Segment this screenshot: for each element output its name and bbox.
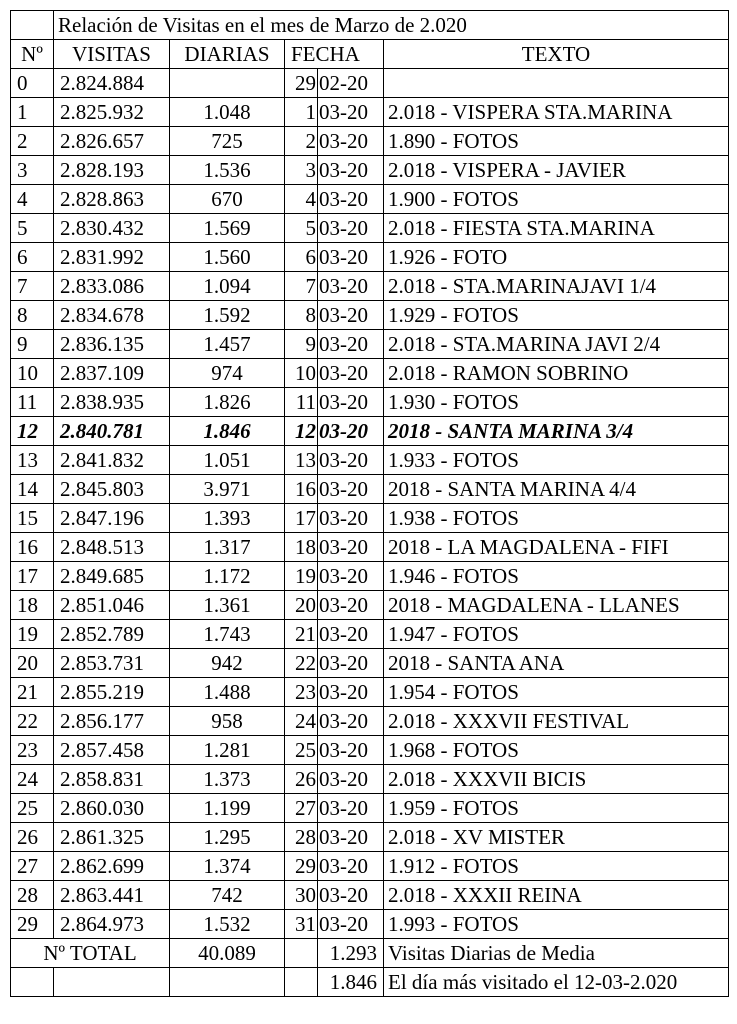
row-number: 8	[11, 301, 54, 330]
fecha-month-cell: 03-20	[318, 272, 384, 301]
texto-cell: 2018 - SANTA ANA	[384, 649, 729, 678]
visitas-cell: 2.836.135	[54, 330, 170, 359]
table-row	[11, 620, 729, 649]
texto-cell: 1.946 - FOTOS	[384, 562, 729, 591]
fecha-month-cell: 03-20	[318, 417, 384, 446]
visitas-cell: 2.824.884	[54, 69, 170, 98]
fecha-month-cell: 03-20	[318, 359, 384, 388]
texto-cell: 2018 - LA MAGDALENA - FIFI	[384, 533, 729, 562]
row-number: 24	[11, 765, 54, 794]
fecha-day-cell: 5	[285, 214, 318, 243]
diarias-cell: 1.569	[170, 214, 285, 243]
fecha-month-cell: 03-20	[318, 678, 384, 707]
header-fecha: FECHA	[285, 40, 384, 69]
visitas-cell: 2.841.832	[54, 446, 170, 475]
visitas-cell: 2.858.831	[54, 765, 170, 794]
row-number: 6	[11, 243, 54, 272]
table-row	[11, 243, 729, 272]
texto-cell: 1.890 - FOTOS	[384, 127, 729, 156]
fecha-month-cell: 03-20	[318, 127, 384, 156]
header-num: Nº	[11, 40, 54, 69]
fecha-month-cell: 03-20	[318, 562, 384, 591]
row-number: 13	[11, 446, 54, 475]
fecha-month-cell: 03-20	[318, 243, 384, 272]
row-number: 10	[11, 359, 54, 388]
row-number: 1	[11, 98, 54, 127]
fecha-month-cell: 03-20	[318, 591, 384, 620]
diarias-cell: 1.361	[170, 591, 285, 620]
fecha-day-cell: 11	[285, 388, 318, 417]
texto-cell: 2.018 - XXXVII BICIS	[384, 765, 729, 794]
texto-cell: 1.954 - FOTOS	[384, 678, 729, 707]
visitas-cell: 2.837.109	[54, 359, 170, 388]
table-row	[11, 910, 729, 939]
diarias-cell: 1.374	[170, 852, 285, 881]
diarias-cell: 1.536	[170, 156, 285, 185]
table-row	[11, 504, 729, 533]
fecha-day-cell: 2	[285, 127, 318, 156]
diarias-cell: 1.532	[170, 910, 285, 939]
table-row	[11, 446, 729, 475]
fecha-day-cell: 22	[285, 649, 318, 678]
fecha-month-cell: 03-20	[318, 185, 384, 214]
max-text: El día más visitado el 12-03-2.020	[384, 968, 729, 997]
diarias-cell: 1.743	[170, 620, 285, 649]
row-number: 21	[11, 678, 54, 707]
table-row	[11, 185, 729, 214]
texto-cell	[384, 69, 729, 98]
header-row	[11, 40, 729, 69]
table-row	[11, 852, 729, 881]
row-number: 27	[11, 852, 54, 881]
max-blank-cell-4	[285, 968, 318, 997]
fecha-day-cell: 24	[285, 707, 318, 736]
table-row	[11, 272, 729, 301]
fecha-day-cell: 23	[285, 678, 318, 707]
diarias-cell: 3.971	[170, 475, 285, 504]
row-number: 15	[11, 504, 54, 533]
title-row	[11, 11, 729, 40]
visitas-cell: 2.825.932	[54, 98, 170, 127]
table-row	[11, 475, 729, 504]
diarias-cell: 1.281	[170, 736, 285, 765]
visitas-cell: 2.857.458	[54, 736, 170, 765]
visitas-cell: 2.838.935	[54, 388, 170, 417]
fecha-day-cell: 18	[285, 533, 318, 562]
diarias-cell: 958	[170, 707, 285, 736]
diarias-cell: 1.295	[170, 823, 285, 852]
row-number: 25	[11, 794, 54, 823]
texto-cell: 1.933 - FOTOS	[384, 446, 729, 475]
row-number: 29	[11, 910, 54, 939]
fecha-day-cell: 7	[285, 272, 318, 301]
texto-cell: 2018 - SANTA MARINA 3/4	[384, 417, 729, 446]
texto-cell: 2018 - MAGDALENA - LLANES	[384, 591, 729, 620]
row-number: 11	[11, 388, 54, 417]
visitas-cell: 2.860.030	[54, 794, 170, 823]
texto-cell: 1.926 - FOTO	[384, 243, 729, 272]
texto-cell: 2.018 - FIESTA STA.MARINA	[384, 214, 729, 243]
table-row	[11, 765, 729, 794]
total-value: 40.089	[170, 939, 285, 968]
fecha-month-cell: 03-20	[318, 446, 384, 475]
table-row	[11, 794, 729, 823]
fecha-month-cell: 03-20	[318, 852, 384, 881]
total-blank-cell	[285, 939, 318, 968]
row-number: 4	[11, 185, 54, 214]
row-number: 14	[11, 475, 54, 504]
table-row	[11, 649, 729, 678]
diarias-cell: 742	[170, 881, 285, 910]
diarias-cell: 1.826	[170, 388, 285, 417]
fecha-month-cell: 03-20	[318, 533, 384, 562]
max-blank-cell-2	[54, 968, 170, 997]
row-number: 20	[11, 649, 54, 678]
table-row	[11, 127, 729, 156]
table-row	[11, 301, 729, 330]
max-row	[11, 968, 729, 997]
visitas-cell: 2.863.441	[54, 881, 170, 910]
fecha-day-cell: 9	[285, 330, 318, 359]
fecha-day-cell: 28	[285, 823, 318, 852]
visitas-cell: 2.840.781	[54, 417, 170, 446]
fecha-day-cell: 31	[285, 910, 318, 939]
header-diarias: DIARIAS	[170, 40, 285, 69]
page-title: Relación de Visitas en el mes de Marzo de 2.020	[54, 11, 729, 40]
fecha-day-cell: 16	[285, 475, 318, 504]
fecha-month-cell: 03-20	[318, 881, 384, 910]
table-row	[11, 388, 729, 417]
texto-cell: 2.018 - VISPERA STA.MARINA	[384, 98, 729, 127]
row-number: 5	[11, 214, 54, 243]
diarias-cell: 1.846	[170, 417, 285, 446]
fecha-day-cell: 8	[285, 301, 318, 330]
fecha-month-cell: 03-20	[318, 707, 384, 736]
visitas-cell: 2.849.685	[54, 562, 170, 591]
texto-cell: 2.018 - RAMON SOBRINO	[384, 359, 729, 388]
table-row	[11, 69, 729, 98]
visitas-cell: 2.830.432	[54, 214, 170, 243]
diarias-cell: 1.457	[170, 330, 285, 359]
texto-cell: 2.018 - VISPERA - JAVIER	[384, 156, 729, 185]
table-row	[11, 707, 729, 736]
texto-cell: 2.018 - XXXVII FESTIVAL	[384, 707, 729, 736]
header-texto: TEXTO	[384, 40, 729, 69]
row-number: 17	[11, 562, 54, 591]
diarias-cell: 725	[170, 127, 285, 156]
visitas-cell: 2.826.657	[54, 127, 170, 156]
row-number: 28	[11, 881, 54, 910]
fecha-day-cell: 3	[285, 156, 318, 185]
fecha-day-cell: 1	[285, 98, 318, 127]
diarias-cell: 1.317	[170, 533, 285, 562]
visitas-cell: 2.828.863	[54, 185, 170, 214]
visitas-cell: 2.864.973	[54, 910, 170, 939]
fecha-month-cell: 03-20	[318, 475, 384, 504]
visitas-cell: 2.852.789	[54, 620, 170, 649]
fecha-month-cell: 03-20	[318, 214, 384, 243]
average-text: Visitas Diarias de Media	[384, 939, 729, 968]
row-number: 7	[11, 272, 54, 301]
total-row	[11, 939, 729, 968]
diarias-cell: 1.560	[170, 243, 285, 272]
visitas-cell: 2.856.177	[54, 707, 170, 736]
texto-cell: 2.018 - STA.MARINA JAVI 2/4	[384, 330, 729, 359]
diarias-cell: 974	[170, 359, 285, 388]
fecha-month-cell: 03-20	[318, 620, 384, 649]
visitas-cell: 2.853.731	[54, 649, 170, 678]
fecha-day-cell: 4	[285, 185, 318, 214]
table-row	[11, 562, 729, 591]
diarias-cell: 1.199	[170, 794, 285, 823]
average-value: 1.293	[318, 939, 384, 968]
fecha-day-cell: 17	[285, 504, 318, 533]
fecha-month-cell: 03-20	[318, 823, 384, 852]
fecha-month-cell: 03-20	[318, 794, 384, 823]
diarias-cell: 1.172	[170, 562, 285, 591]
fecha-day-cell: 20	[285, 591, 318, 620]
texto-cell: 2.018 - XXXII REINA	[384, 881, 729, 910]
row-number: 3	[11, 156, 54, 185]
row-number: 0	[11, 69, 54, 98]
fecha-month-cell: 03-20	[318, 156, 384, 185]
texto-cell: 1.912 - FOTOS	[384, 852, 729, 881]
row-number: 19	[11, 620, 54, 649]
fecha-day-cell: 6	[285, 243, 318, 272]
fecha-day-cell: 10	[285, 359, 318, 388]
table-row	[11, 156, 729, 185]
visitas-cell: 2.855.219	[54, 678, 170, 707]
diarias-cell: 1.373	[170, 765, 285, 794]
fecha-month-cell: 03-20	[318, 388, 384, 417]
fecha-day-cell: 26	[285, 765, 318, 794]
fecha-month-cell: 03-20	[318, 301, 384, 330]
texto-cell: 2.018 - STA.MARINAJAVI 1/4	[384, 272, 729, 301]
header-visitas: VISITAS	[54, 40, 170, 69]
visits-table-body	[11, 11, 729, 997]
visitas-cell: 2.831.992	[54, 243, 170, 272]
max-blank-cell-1	[11, 968, 54, 997]
table-row	[11, 736, 729, 765]
table-row	[11, 591, 729, 620]
diarias-cell: 670	[170, 185, 285, 214]
total-label: Nº TOTAL	[11, 939, 170, 968]
table-row	[11, 359, 729, 388]
texto-cell: 1.930 - FOTOS	[384, 388, 729, 417]
fecha-day-cell: 27	[285, 794, 318, 823]
table-row	[11, 330, 729, 359]
texto-cell: 1.900 - FOTOS	[384, 185, 729, 214]
row-number: 22	[11, 707, 54, 736]
visitas-cell: 2.845.803	[54, 475, 170, 504]
fecha-month-cell: 03-20	[318, 330, 384, 359]
row-number: 18	[11, 591, 54, 620]
diarias-cell: 942	[170, 649, 285, 678]
fecha-day-cell: 21	[285, 620, 318, 649]
visits-table	[10, 10, 729, 997]
fecha-day-cell: 13	[285, 446, 318, 475]
texto-cell: 2018 - SANTA MARINA 4/4	[384, 475, 729, 504]
fecha-month-cell: 03-20	[318, 98, 384, 127]
row-number: 26	[11, 823, 54, 852]
texto-cell: 1.947 - FOTOS	[384, 620, 729, 649]
fecha-month-cell: 03-20	[318, 649, 384, 678]
visitas-cell: 2.861.325	[54, 823, 170, 852]
fecha-month-cell: 02-20	[318, 69, 384, 98]
texto-cell: 1.938 - FOTOS	[384, 504, 729, 533]
texto-cell: 1.993 - FOTOS	[384, 910, 729, 939]
fecha-day-cell: 30	[285, 881, 318, 910]
table-row	[11, 533, 729, 562]
visitas-cell: 2.848.513	[54, 533, 170, 562]
row-number: 2	[11, 127, 54, 156]
texto-cell: 2.018 - XV MISTER	[384, 823, 729, 852]
visitas-cell: 2.834.678	[54, 301, 170, 330]
fecha-month-cell: 03-20	[318, 504, 384, 533]
fecha-month-cell: 03-20	[318, 910, 384, 939]
table-row	[11, 678, 729, 707]
fecha-day-cell: 29	[285, 69, 318, 98]
row-number: 23	[11, 736, 54, 765]
diarias-cell: 1.048	[170, 98, 285, 127]
max-blank-cell-3	[170, 968, 285, 997]
visitas-cell: 2.847.196	[54, 504, 170, 533]
diarias-cell: 1.051	[170, 446, 285, 475]
visitas-cell: 2.833.086	[54, 272, 170, 301]
row-number: 12	[11, 417, 54, 446]
table-row	[11, 417, 729, 446]
title-blank-cell	[11, 11, 54, 40]
max-value: 1.846	[318, 968, 384, 997]
visitas-cell: 2.862.699	[54, 852, 170, 881]
texto-cell: 1.968 - FOTOS	[384, 736, 729, 765]
fecha-day-cell: 25	[285, 736, 318, 765]
texto-cell: 1.929 - FOTOS	[384, 301, 729, 330]
diarias-cell: 1.488	[170, 678, 285, 707]
fecha-month-cell: 03-20	[318, 736, 384, 765]
diarias-cell: 1.393	[170, 504, 285, 533]
visitas-cell: 2.851.046	[54, 591, 170, 620]
diarias-cell: 1.592	[170, 301, 285, 330]
fecha-day-cell: 12	[285, 417, 318, 446]
fecha-day-cell: 19	[285, 562, 318, 591]
row-number: 9	[11, 330, 54, 359]
table-row	[11, 98, 729, 127]
table-row	[11, 881, 729, 910]
fecha-month-cell: 03-20	[318, 765, 384, 794]
texto-cell: 1.959 - FOTOS	[384, 794, 729, 823]
table-row	[11, 823, 729, 852]
row-number: 16	[11, 533, 54, 562]
visits-sheet	[10, 10, 729, 997]
table-row	[11, 214, 729, 243]
visitas-cell: 2.828.193	[54, 156, 170, 185]
fecha-day-cell: 29	[285, 852, 318, 881]
diarias-cell	[170, 69, 285, 98]
diarias-cell: 1.094	[170, 272, 285, 301]
